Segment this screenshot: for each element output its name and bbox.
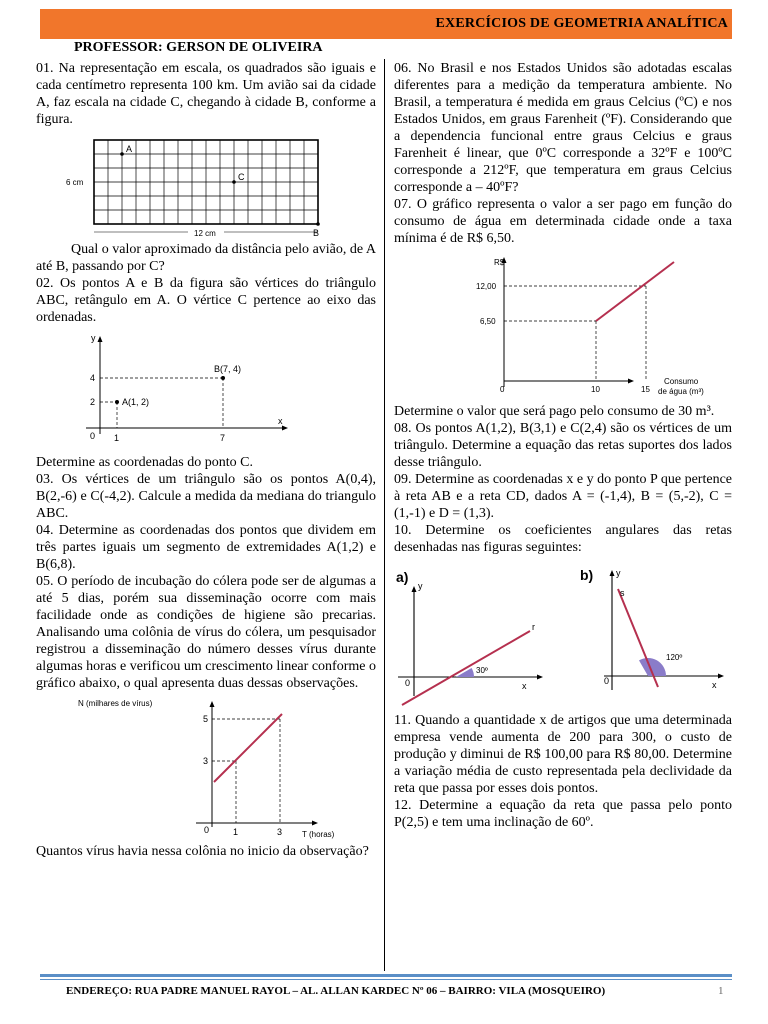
question-11-text: 11. Quando a quantidade x de artigos que uma determinada empresa vende aumenta de 200 para 300, o custo de produção y diminui de R$ 100,00 para R$ 80,00. Determine a variação média de custo representada pela declividade da reta que passa por esses dois pontos. [394, 713, 732, 796]
question-05-graph [76, 697, 376, 839]
q07-origin: 0 [500, 385, 505, 394]
question-09-text: 09. Determine as coordenadas x e y do ponto P que pertence à reta AB e a reta CD, dados A = (-1,4), B = (5,-2), C = (1,-1) e D = (1,3). [394, 472, 732, 521]
question-07-graph [434, 253, 732, 397]
page-title: EXERCÍCIOS DE GEOMETRIA ANALÍTICA [435, 16, 728, 31]
q05-tick-y3: 3 [203, 756, 209, 766]
q07-axis-x-label-1: Consumo [664, 377, 699, 386]
question-02-text: 02. Os pontos A e B da figura são vértices do triângulo ABC, retângulo em A. O vértice C pertence ao eixo das ordenadas. [36, 276, 376, 325]
left-column [36, 60, 376, 860]
professor-name: PROFESSOR: GERSON DE OLIVEIRA [74, 40, 323, 55]
question-10-figures [394, 564, 732, 706]
q05-tick-y5: 5 [203, 714, 209, 724]
q07-tick-y650: 6,50 [480, 317, 496, 326]
footer-rule [40, 974, 732, 977]
question-01-question: Qual o valor aproximado da distância pelo avião, de A até B, passando por C? [36, 242, 376, 274]
q02-origin: 0 [90, 431, 96, 441]
q02-point-a: A(1, 2) [122, 397, 150, 407]
q05-axis-x-label: T (horas) [302, 830, 335, 839]
q10b-angle: 120º [666, 653, 683, 662]
grid-width-label: 12 cm [194, 229, 216, 238]
q05-tick-x3: 3 [277, 827, 283, 837]
question-07-text: 07. O gráfico representa o valor a ser pago em função do consumo de água em determinada cidade onde a taxa mínima é de R$ 6,50. [394, 197, 732, 246]
q10-figure-a [396, 569, 543, 705]
grid-height-label: 6 cm [66, 178, 84, 187]
q02-tick-y2: 2 [90, 397, 96, 407]
q05-axis-y-label: N (milhares de vírus) [78, 699, 153, 708]
q05-tick-x1: 1 [233, 827, 239, 837]
q10b-tag: b) [580, 567, 594, 583]
column-divider [384, 59, 385, 971]
q02-axis-x: x [278, 416, 283, 426]
q07-axis-y-label: R$ [494, 258, 505, 267]
q05-origin: 0 [204, 825, 210, 835]
q10a-origin: 0 [405, 678, 411, 688]
q10a-angle: 30º [476, 666, 488, 675]
q10b-axis-y: y [616, 568, 621, 578]
question-01-grid-figure [66, 135, 376, 237]
q10a-tag: a) [396, 569, 409, 585]
question-04-text: 04. Determine as coordenadas dos pontos que dividem em três partes iguais um segmento de extremidades A(1,2) e B(6,8). [36, 523, 376, 572]
question-05-question: Quantos vírus havia nessa colônia no inicio da observação? [36, 844, 369, 859]
q10b-origin: 0 [604, 676, 610, 686]
footer-rule-thin [40, 979, 732, 980]
grid-label-c: C [238, 172, 245, 182]
question-03-text: 03. Os vértices de um triângulo são os pontos A(0,4), B(2,-6) e C(-4,2). Calcule a medida da mediana do triangulo ABC. [36, 472, 376, 521]
q02-tick-y4: 4 [90, 373, 96, 383]
question-02-graph [78, 332, 376, 448]
q02-axis-y: y [91, 333, 96, 343]
question-06-text: 06. No Brasil e nos Estados Unidos são adotadas escalas diferentes para a medição da temperatura ambiente. No Brasil, a temperatura é medida em graus Celcius (ºC) e nos Estados Unidos, em graus Farenheit (ºF). Considerando que a dependencia funcional entre graus Celcius e graus Farenheit é linear, que 0ºC corresponde a 32ºF e 100ºC corresponde a 212ºF, que temperatura em graus Celcius corresponde a – 40ºF? [394, 61, 732, 195]
footer-address: ENDEREÇO: RUA PADRE MANUEL RAYOL – AL. ALLAN KARDEC Nº 06 – BAIRRO: VILA (MOSQUEIRO) [66, 985, 606, 997]
q10a-axis-y: y [418, 581, 423, 591]
q07-tick-x10: 10 [591, 385, 600, 394]
q10b-axis-x: x [712, 680, 717, 690]
q02-tick-x1: 1 [114, 433, 120, 443]
question-05-text: 05. O período de incubação do cólera pode ser de algumas a até 5 dias, porém sua disseminação ocorre com mais facilidade onde as condições de higiene são precarias. Analisando uma colônia de vírus do cólera, um pesquisador registrou a disseminação do número desses vírus durante algumas horas e verificou um crescimento linear conforme o gráfico abaixo, o qual apresenta duas dessas observações. [36, 574, 376, 691]
q10a-line-r: r [532, 622, 535, 632]
q07-tick-x15: 15 [641, 385, 650, 394]
q02-point-b: B(7, 4) [214, 364, 242, 374]
question-01-text: 01. Na representação em escala, os quadrados são iguais e cada centímetro representa 100 km. Um avião sai da cidade A, faz escala na cidade C, chegando à cidade B, conforme a figura. [36, 61, 376, 127]
q10b-line-s: s [620, 588, 625, 598]
grid-label-b: B [313, 228, 320, 238]
q02-tick-x7: 7 [220, 433, 226, 443]
q07-axis-x-label-2: de água (m³) [658, 387, 704, 396]
question-02-question: Determine as coordenadas do ponto C. [36, 455, 253, 470]
question-12-text: 12. Determine a equação da reta que passa pelo ponto P(2,5) e tem uma inclinação de 60º. [394, 798, 732, 830]
question-08-text: 08. Os pontos A(1,2), B(3,1) e C(2,4) são os vértices de um triângulo. Determine a equação das retas suportes dos lados desse triângulo. [394, 421, 732, 470]
grid-label-a: A [126, 144, 133, 154]
page-number: 1 [718, 985, 724, 997]
q10a-axis-x: x [522, 681, 527, 691]
q07-tick-y12: 12,00 [476, 282, 497, 291]
question-10-text: 10. Determine os coeficientes angulares das retas desenhadas nas figuras seguintes: [394, 523, 732, 555]
question-07-question: Determine o valor que será pago pelo consumo de 30 m³. [394, 404, 715, 419]
right-column [394, 60, 732, 831]
q10-figure-b [580, 567, 724, 690]
